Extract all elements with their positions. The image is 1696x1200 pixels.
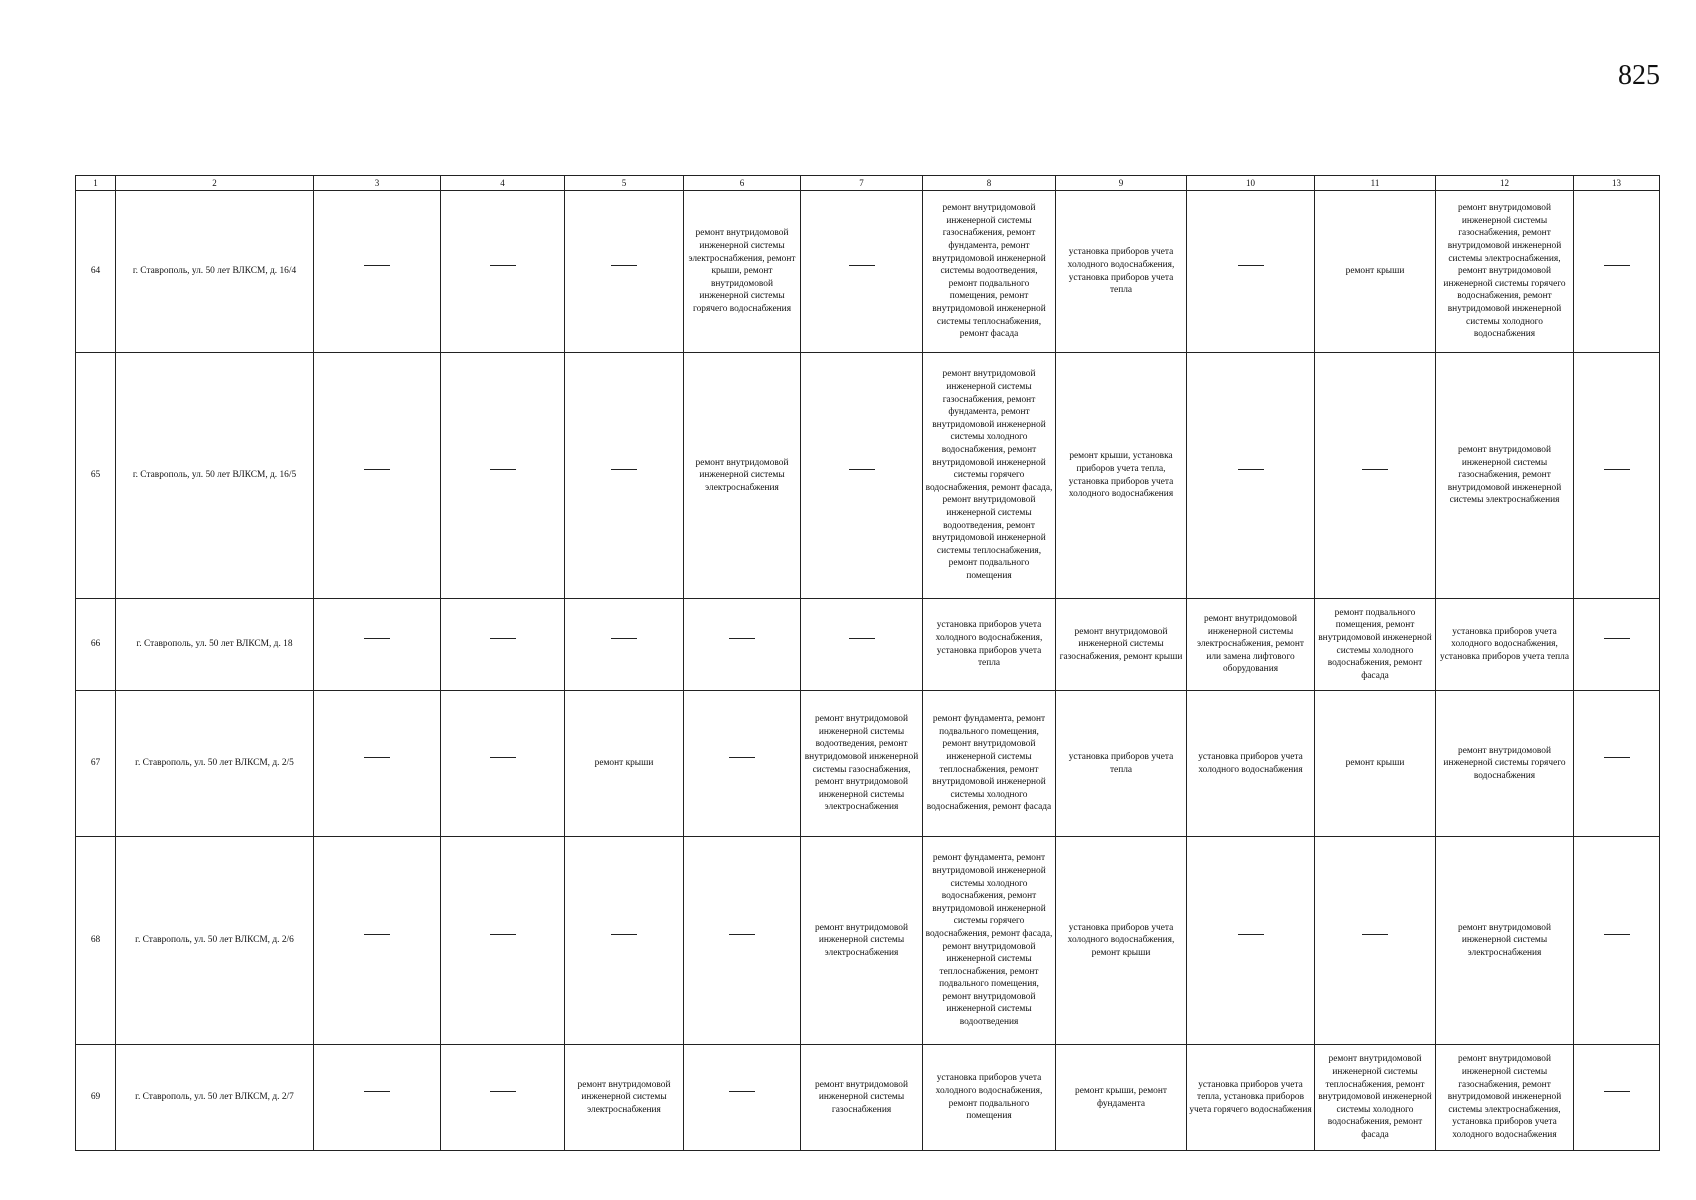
work-cell: установка приборов учета холодного водоснабжения [1187, 691, 1315, 837]
empty-dash-cell [441, 837, 565, 1045]
dash-mark [1362, 934, 1388, 948]
empty-dash-cell [684, 837, 801, 1045]
empty-dash-cell [1315, 837, 1436, 1045]
work-cell: установка приборов учета холодного водоснабжения, ремонт крыши [1056, 837, 1187, 1045]
dash-mark [1362, 469, 1388, 483]
column-number: 8 [923, 176, 1056, 191]
work-cell: ремонт внутридомовой инженерной системы электроснабжения [801, 837, 923, 1045]
row-number: 65 [76, 353, 116, 599]
empty-dash-cell [801, 191, 923, 353]
work-cell: установка приборов учета холодного водоснабжения, установка приборов учета тепла [1436, 599, 1574, 691]
dash-mark [1604, 934, 1630, 948]
work-cell: ремонт фундамента, ремонт внутридомовой инженерной системы холодного водоснабжения, ремонт внутридомовой инженерной системы горячего водоснабжения, ремонт фасада, ремонт внутридомовой инженерной системы теплоснабжения, ремонт подвального помещения, ремонт внутридомовой инженерной системы водоотведения [923, 837, 1056, 1045]
row-number: 67 [76, 691, 116, 837]
dash-mark [1238, 265, 1264, 279]
dash-mark [729, 934, 755, 948]
dash-mark [1238, 934, 1264, 948]
column-number: 5 [565, 176, 684, 191]
work-cell: ремонт внутридомовой инженерной системы газоснабжения, ремонт крыши [1056, 599, 1187, 691]
dash-mark [611, 265, 637, 279]
dash-mark [364, 265, 390, 279]
dash-mark [611, 638, 637, 652]
address-cell: г. Ставрополь, ул. 50 лет ВЛКСМ, д. 18 [116, 599, 314, 691]
address-cell: г. Ставрополь, ул. 50 лет ВЛКСМ, д. 2/5 [116, 691, 314, 837]
dash-mark [364, 638, 390, 652]
empty-dash-cell [314, 191, 441, 353]
address-cell: г. Ставрополь, ул. 50 лет ВЛКСМ, д. 16/5 [116, 353, 314, 599]
empty-dash-cell [1574, 353, 1660, 599]
column-number: 12 [1436, 176, 1574, 191]
dash-mark [364, 934, 390, 948]
empty-dash-cell [1187, 837, 1315, 1045]
works-table [75, 175, 1660, 1151]
dash-mark [364, 757, 390, 771]
work-cell: ремонт внутридомовой инженерной системы электроснабжения [684, 353, 801, 599]
dash-mark [490, 757, 516, 771]
table-row [76, 353, 1660, 599]
column-number: 3 [314, 176, 441, 191]
work-cell: ремонт внутридомовой инженерной системы электроснабжения [565, 1045, 684, 1151]
work-cell: ремонт крыши [1315, 691, 1436, 837]
empty-dash-cell [801, 599, 923, 691]
empty-dash-cell [441, 599, 565, 691]
dash-mark [490, 638, 516, 652]
column-number: 4 [441, 176, 565, 191]
dash-mark [364, 1091, 390, 1105]
work-cell: ремонт внутридомовой инженерной системы газоснабжения, ремонт фундамента, ремонт внутридомовой инженерной системы водоотведения, ремонт подвального помещения, ремонт внутридомовой инженерной системы теплоснабжения, ремонт фасада [923, 191, 1056, 353]
dash-mark [611, 934, 637, 948]
empty-dash-cell [314, 1045, 441, 1151]
empty-dash-cell [441, 353, 565, 599]
work-cell: ремонт крыши, установка приборов учета тепла, установка приборов учета холодного водоснабжения [1056, 353, 1187, 599]
empty-dash-cell [1574, 1045, 1660, 1151]
column-number: 10 [1187, 176, 1315, 191]
empty-dash-cell [314, 691, 441, 837]
work-cell: установка приборов учета холодного водоснабжения, установка приборов учета тепла [923, 599, 1056, 691]
work-cell: ремонт внутридомовой инженерной системы электроснабжения, ремонт крыши, ремонт внутридомовой инженерной системы горячего водоснабжения [684, 191, 801, 353]
column-number: 11 [1315, 176, 1436, 191]
dash-mark [849, 265, 875, 279]
empty-dash-cell [314, 599, 441, 691]
empty-dash-cell [1315, 353, 1436, 599]
empty-dash-cell [565, 837, 684, 1045]
dash-mark [1604, 469, 1630, 483]
dash-mark [1604, 638, 1630, 652]
dash-mark [364, 469, 390, 483]
empty-dash-cell [1574, 691, 1660, 837]
table-row [76, 837, 1660, 1045]
dash-mark [611, 469, 637, 483]
column-number: 6 [684, 176, 801, 191]
empty-dash-cell [684, 1045, 801, 1151]
address-cell: г. Ставрополь, ул. 50 лет ВЛКСМ, д. 2/7 [116, 1045, 314, 1151]
dash-mark [1604, 1091, 1630, 1105]
work-cell: ремонт внутридомовой инженерной системы газоснабжения, ремонт фундамента, ремонт внутридомовой инженерной системы холодного водоснабжения, ремонт внутридомовой инженерной системы горячего водоснабжения, ремонт фасада, ремонт внутридомовой инженерной системы водоотведения, ремонт внутридомовой инженерной системы теплоснабжения, ремонт подвального помещения [923, 353, 1056, 599]
empty-dash-cell [684, 691, 801, 837]
dash-mark [729, 638, 755, 652]
dash-mark [1604, 265, 1630, 279]
empty-dash-cell [314, 837, 441, 1045]
dash-mark [1604, 757, 1630, 771]
dash-mark [490, 1091, 516, 1105]
work-cell: установка приборов учета тепла [1056, 691, 1187, 837]
work-cell: ремонт внутридомовой инженерной системы электроснабжения, ремонт или замена лифтового оборудования [1187, 599, 1315, 691]
work-cell: ремонт внутридомовой инженерной системы горячего водоснабжения [1436, 691, 1574, 837]
empty-dash-cell [565, 191, 684, 353]
dash-mark [729, 1091, 755, 1105]
work-cell: ремонт фундамента, ремонт подвального помещения, ремонт внутридомовой инженерной системы теплоснабжения, ремонт внутридомовой инженерной системы холодного водоснабжения, ремонт фасада [923, 691, 1056, 837]
work-cell: установка приборов учета холодного водоснабжения, установка приборов учета тепла [1056, 191, 1187, 353]
row-number: 69 [76, 1045, 116, 1151]
work-cell: установка приборов учета холодного водоснабжения, ремонт подвального помещения [923, 1045, 1056, 1151]
work-cell: ремонт подвального помещения, ремонт внутридомовой инженерной системы холодного водоснабжения, ремонт фасада [1315, 599, 1436, 691]
row-number: 66 [76, 599, 116, 691]
empty-dash-cell [441, 691, 565, 837]
work-cell: ремонт крыши [565, 691, 684, 837]
work-cell: ремонт внутридомовой инженерной системы электроснабжения [1436, 837, 1574, 1045]
address-cell: г. Ставрополь, ул. 50 лет ВЛКСМ, д. 2/6 [116, 837, 314, 1045]
row-number: 64 [76, 191, 116, 353]
dash-mark [490, 265, 516, 279]
work-cell: ремонт внутридомовой инженерной системы газоснабжения, ремонт внутридомовой инженерной системы электроснабжения, установка приборов учета холодного водоснабжения [1436, 1045, 1574, 1151]
row-number: 68 [76, 837, 116, 1045]
empty-dash-cell [1574, 837, 1660, 1045]
dash-mark [849, 469, 875, 483]
work-cell: ремонт внутридомовой инженерной системы газоснабжения, ремонт внутридомовой инженерной системы электроснабжения [1436, 353, 1574, 599]
page-number: 825 [1618, 60, 1660, 91]
dash-mark [1238, 469, 1264, 483]
column-number: 1 [76, 176, 116, 191]
dash-mark [729, 757, 755, 771]
address-cell: г. Ставрополь, ул. 50 лет ВЛКСМ, д. 16/4 [116, 191, 314, 353]
table-row [76, 191, 1660, 353]
work-cell: ремонт внутридомовой инженерной системы водоотведения, ремонт внутридомовой инженерной системы газоснабжения, ремонт внутридомовой инженерной системы электроснабжения [801, 691, 923, 837]
empty-dash-cell [441, 1045, 565, 1151]
empty-dash-cell [314, 353, 441, 599]
table-row [76, 691, 1660, 837]
table-row [76, 599, 1660, 691]
work-cell: ремонт крыши [1315, 191, 1436, 353]
table-row [76, 1045, 1660, 1151]
empty-dash-cell [1187, 191, 1315, 353]
work-cell: установка приборов учета тепла, установка приборов учета горячего водоснабжения [1187, 1045, 1315, 1151]
empty-dash-cell [1187, 353, 1315, 599]
column-number: 9 [1056, 176, 1187, 191]
empty-dash-cell [441, 191, 565, 353]
empty-dash-cell [1574, 599, 1660, 691]
column-number-header-row [76, 176, 1660, 191]
empty-dash-cell [565, 353, 684, 599]
work-cell: ремонт внутридомовой инженерной системы теплоснабжения, ремонт внутридомовой инженерной системы холодного водоснабжения, ремонт фасада [1315, 1045, 1436, 1151]
column-number: 13 [1574, 176, 1660, 191]
column-number: 7 [801, 176, 923, 191]
empty-dash-cell [565, 599, 684, 691]
work-cell: ремонт крыши, ремонт фундамента [1056, 1045, 1187, 1151]
work-cell: ремонт внутридомовой инженерной системы газоснабжения, ремонт внутридомовой инженерной системы электроснабжения, ремонт внутридомовой инженерной системы горячего водоснабжения, ремонт внутридомовой инженерной системы холодного водоснабжения [1436, 191, 1574, 353]
empty-dash-cell [1574, 191, 1660, 353]
empty-dash-cell [801, 353, 923, 599]
empty-dash-cell [684, 599, 801, 691]
dash-mark [490, 469, 516, 483]
dash-mark [490, 934, 516, 948]
column-number: 2 [116, 176, 314, 191]
work-cell: ремонт внутридомовой инженерной системы газоснабжения [801, 1045, 923, 1151]
dash-mark [849, 638, 875, 652]
